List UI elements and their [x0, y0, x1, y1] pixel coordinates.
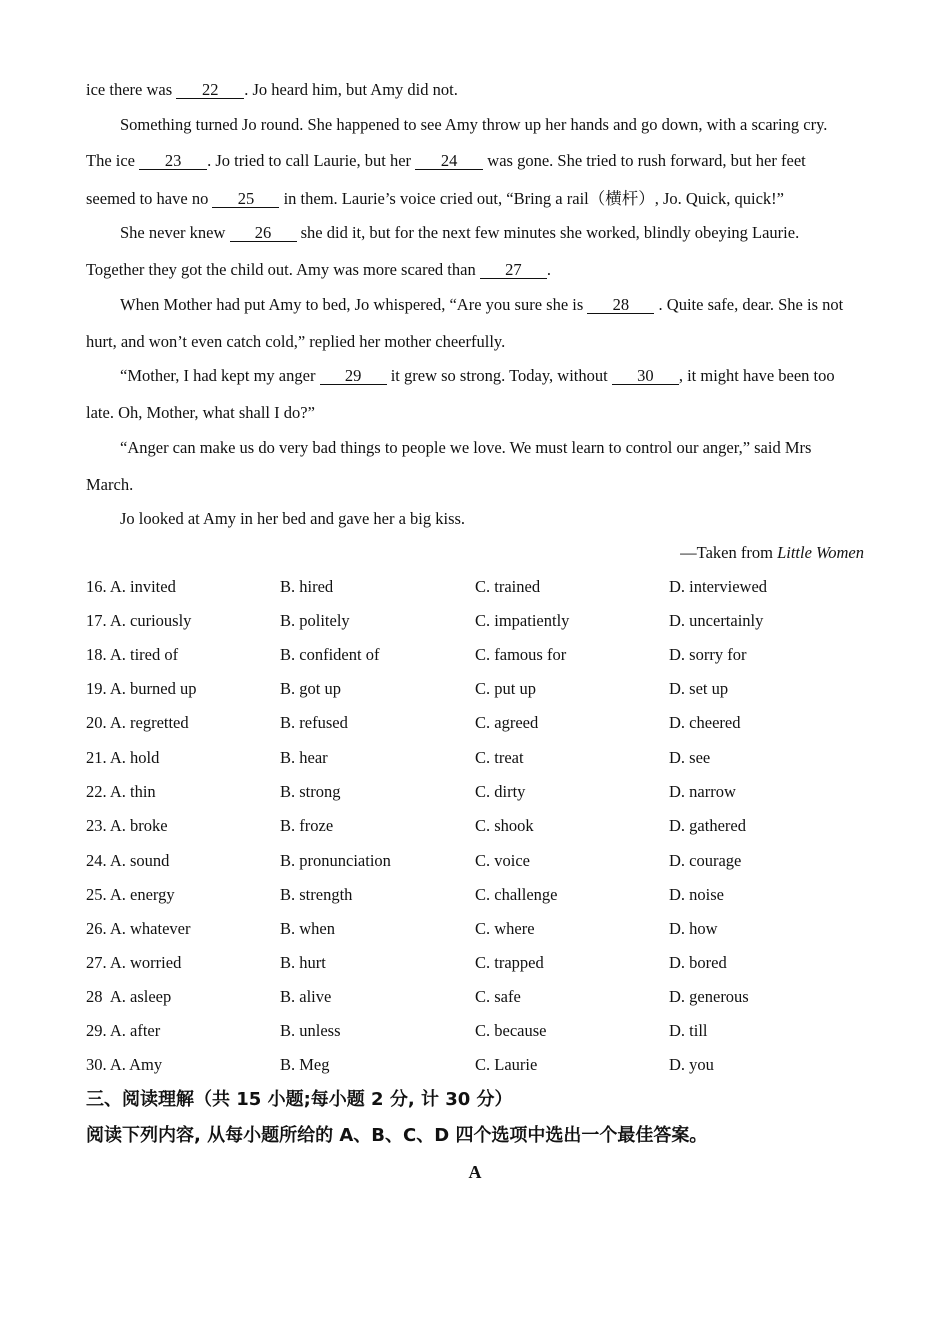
- passage-text: she did it, but for the next few minutes she worked, blindly obeying Laurie.: [296, 223, 800, 242]
- passage-line: [86, 294, 843, 316]
- option-b: B. strength: [280, 885, 353, 904]
- option-a: 22. A. thin: [86, 782, 156, 801]
- option-b: B. alive: [280, 987, 332, 1006]
- option-row: [86, 850, 866, 872]
- option-c: C. famous for: [475, 645, 567, 664]
- section-instruction: 阅读下列内容, 从每小题所给的 A、B、C、D 四个选项中选出一个最佳答案。: [86, 1125, 708, 1146]
- passage-line: Jo looked at Amy in her bed and gave her a big kiss.: [120, 509, 466, 528]
- passage-text: She never knew: [120, 223, 230, 242]
- option-a: 25. A. energy: [86, 885, 175, 904]
- option-b: B. refused: [280, 713, 348, 732]
- option-d: D. sorry for: [669, 645, 747, 664]
- option-a: 30. A. Amy: [86, 1055, 163, 1074]
- passage-line: [86, 222, 799, 244]
- option-row: [86, 884, 866, 906]
- option-a: 24. A. sound: [86, 851, 170, 870]
- passage-text: Together they got the child out. Amy was more scared than: [86, 260, 480, 279]
- blank-24: 24: [415, 152, 483, 170]
- option-c: C. Laurie: [475, 1055, 538, 1074]
- option-d: D. till: [669, 1021, 708, 1040]
- option-a: 23. A. broke: [86, 816, 168, 835]
- passage-text: ice there was: [86, 80, 177, 99]
- option-row: [86, 610, 866, 632]
- option-c: C. trapped: [475, 953, 544, 972]
- option-b: B. got up: [280, 679, 341, 698]
- passage-text: in them. Laurie’s voice cried out, “Bring a rail（横杆）, Jo. Quick, quick!”: [279, 189, 784, 208]
- option-c: C. shook: [475, 816, 534, 835]
- passage-text: , it might have been too: [678, 366, 835, 385]
- option-c: C. safe: [475, 987, 521, 1006]
- option-a: 17. A. curiously: [86, 611, 192, 630]
- option-a: 19. A. burned up: [86, 679, 197, 698]
- passage-line: [86, 150, 806, 172]
- option-d: D. uncertainly: [669, 611, 764, 630]
- blank-29: 29: [320, 367, 387, 385]
- option-row: [86, 1020, 866, 1042]
- passage-text: “Mother, I had kept my anger: [120, 366, 320, 385]
- option-a: 16. A. invited: [86, 577, 176, 596]
- section-title: 三、阅读理解（共 15 小题;每小题 2 分, 计 30 分）: [86, 1089, 513, 1110]
- passage-line: “Anger can make us do very bad things to people we love. We must learn to control our anger,” said Mrs: [120, 438, 812, 457]
- option-b: B. politely: [280, 611, 350, 630]
- blank-26: 26: [230, 224, 297, 242]
- option-d: D. gathered: [669, 816, 746, 835]
- section-letter: A: [468, 1162, 482, 1182]
- option-c: C. put up: [475, 679, 536, 698]
- passage-line: Something turned Jo round. She happened to see Amy throw up her hands and go down, with a scaring cry.: [120, 115, 828, 134]
- option-b: B. froze: [280, 816, 334, 835]
- option-row: [86, 952, 866, 974]
- source-attribution: [680, 542, 864, 564]
- blank-30: 30: [612, 367, 679, 385]
- option-a: 26. A. whatever: [86, 919, 191, 938]
- source-prefix: —Taken from: [680, 543, 778, 562]
- option-row: [86, 644, 866, 666]
- passage-line: [86, 365, 835, 387]
- option-d: D. generous: [669, 987, 749, 1006]
- option-row: [86, 678, 866, 700]
- option-b: B. hired: [280, 577, 334, 596]
- option-c: C. agreed: [475, 713, 539, 732]
- source-title: Little Women: [777, 543, 864, 562]
- passage-text: was gone. She tried to rush forward, but her feet: [483, 151, 806, 170]
- option-b: B. Meg: [280, 1055, 330, 1074]
- option-d: D. bored: [669, 953, 727, 972]
- option-row: [86, 986, 866, 1008]
- option-d: D. courage: [669, 851, 742, 870]
- option-row: [86, 712, 866, 734]
- option-d: D. noise: [669, 885, 724, 904]
- option-c: C. impatiently: [475, 611, 570, 630]
- passage-line: [86, 79, 458, 101]
- passage-line: late. Oh, Mother, what shall I do?”: [86, 403, 315, 422]
- passage-text: . Quite safe, dear. She is not: [654, 295, 844, 314]
- option-row: [86, 1054, 866, 1076]
- option-c: C. treat: [475, 748, 524, 767]
- option-row: [86, 747, 866, 769]
- option-c: C. challenge: [475, 885, 558, 904]
- blank-27: 27: [480, 261, 547, 279]
- passage-text: . Jo heard him, but Amy did not.: [244, 80, 458, 99]
- option-a: 27. A. worried: [86, 953, 182, 972]
- blank-28: 28: [587, 296, 654, 314]
- option-b: B. hurt: [280, 953, 326, 972]
- passage-line: March.: [86, 475, 134, 494]
- option-d: D. set up: [669, 679, 729, 698]
- option-a: 20. A. regretted: [86, 713, 189, 732]
- option-d: D. interviewed: [669, 577, 768, 596]
- option-b: B. hear: [280, 748, 328, 767]
- option-row: [86, 781, 866, 803]
- blank-25: 25: [212, 190, 279, 208]
- passage-text: When Mother had put Amy to bed, Jo whispered, “Are you sure she is: [120, 295, 588, 314]
- option-a: 28 A. asleep: [86, 987, 172, 1006]
- option-c: C. dirty: [475, 782, 526, 801]
- option-row: [86, 815, 866, 837]
- option-a: 29. A. after: [86, 1021, 161, 1040]
- option-c: C. voice: [475, 851, 530, 870]
- option-a: 21. A. hold: [86, 748, 160, 767]
- option-c: C. because: [475, 1021, 547, 1040]
- passage-text: seemed to have no: [86, 189, 213, 208]
- option-row: [86, 576, 866, 598]
- option-c: C. trained: [475, 577, 541, 596]
- passage-line: [86, 188, 784, 210]
- passage-line: hurt, and won’t even catch cold,” replied her mother cheerfully.: [86, 332, 506, 351]
- option-d: D. cheered: [669, 713, 741, 732]
- option-b: B. pronunciation: [280, 851, 391, 870]
- passage-text: .: [546, 260, 551, 279]
- option-b: B. strong: [280, 782, 341, 801]
- passage-text: it grew so strong. Today, without: [386, 366, 612, 385]
- option-d: D. see: [669, 748, 711, 767]
- blank-22: 22: [176, 81, 244, 99]
- passage-line: [86, 259, 551, 281]
- option-a: 18. A. tired of: [86, 645, 179, 664]
- option-b: B. when: [280, 919, 335, 938]
- option-row: [86, 918, 866, 940]
- option-c: C. where: [475, 919, 535, 938]
- option-d: D. how: [669, 919, 718, 938]
- option-b: B. confident of: [280, 645, 380, 664]
- option-b: B. unless: [280, 1021, 341, 1040]
- passage-text: The ice: [86, 151, 140, 170]
- option-d: D. you: [669, 1055, 714, 1074]
- passage-text: . Jo tried to call Laurie, but her: [207, 151, 416, 170]
- blank-23: 23: [139, 152, 207, 170]
- option-d: D. narrow: [669, 782, 736, 801]
